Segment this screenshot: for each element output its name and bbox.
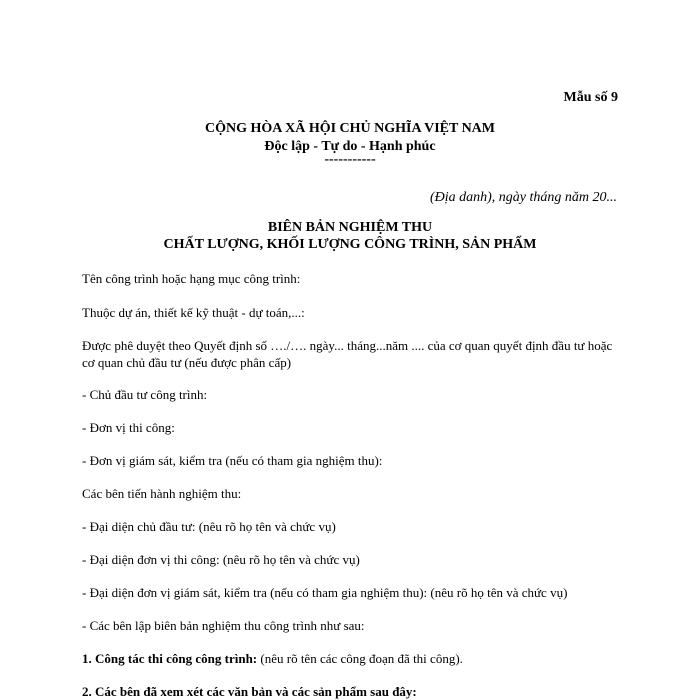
section-1-note: (nêu rõ tên các công đoạn đã thi công). — [257, 651, 463, 666]
rep-investor-field: - Đại diện chủ đầu tư: (nêu rõ họ tên và chức vụ) — [82, 519, 336, 534]
approval-paragraph: Được phê duyệt theo Quyết định số …./…. ngày... tháng...năm .... của cơ quan quyết định đầu tư hoặc cơ quan chủ đầu tư (nếu được phân cấp) — [82, 338, 613, 370]
parties-record-line: - Các bên lập biên bản nghiệm thu công trình như sau: — [82, 618, 365, 633]
rep-supervisor-field: - Đại diện đơn vị giám sát, kiểm tra (nếu có tham gia nghiệm thu): (nêu rõ họ tên và chức vụ) — [82, 585, 568, 600]
contractor-field: - Đơn vị thi công: — [82, 420, 175, 435]
document-title: BIÊN BẢN NGHIỆM THU — [267, 220, 433, 235]
supervisor-field: - Đơn vị giám sát, kiểm tra (nếu có tham gia nghiệm thu): — [82, 453, 383, 468]
parties-heading: Các bên tiến hành nghiệm thu: — [82, 486, 242, 501]
section-1 — [82, 650, 627, 667]
nation-heading: CỘNG HÒA XÃ HỘI CHỦ NGHĨA VIỆT NAM — [204, 121, 495, 136]
section-2-title: 2. Các bên đã xem xét các văn bản và các sản phẩm sau đây: — [82, 684, 417, 699]
document-subtitle: CHẤT LƯỢNG, KHỐI LƯỢNG CÔNG TRÌNH, SẢN PHẨM — [163, 237, 537, 252]
rep-contractor-field: - Đại diện đơn vị thi công: (nêu rõ họ tên và chức vụ) — [82, 552, 360, 567]
form-number: Mẫu số 9 — [563, 90, 618, 105]
investor-field: - Chủ đầu tư công trình: — [82, 387, 208, 402]
motto: Độc lập - Tự do - Hạnh phúc — [264, 139, 436, 154]
project-belongs-field: Thuộc dự án, thiết kế kỹ thuật - dự toán,...: — [82, 305, 305, 320]
header-separator: ----------- — [324, 152, 376, 167]
project-name-field: Tên công trình hoặc hạng mục công trình: — [82, 271, 301, 286]
section-1-title: 1. Công tác thi công công trình: — [82, 651, 258, 666]
place-date-line: (Địa danh), ngày tháng năm 20... — [429, 190, 617, 205]
